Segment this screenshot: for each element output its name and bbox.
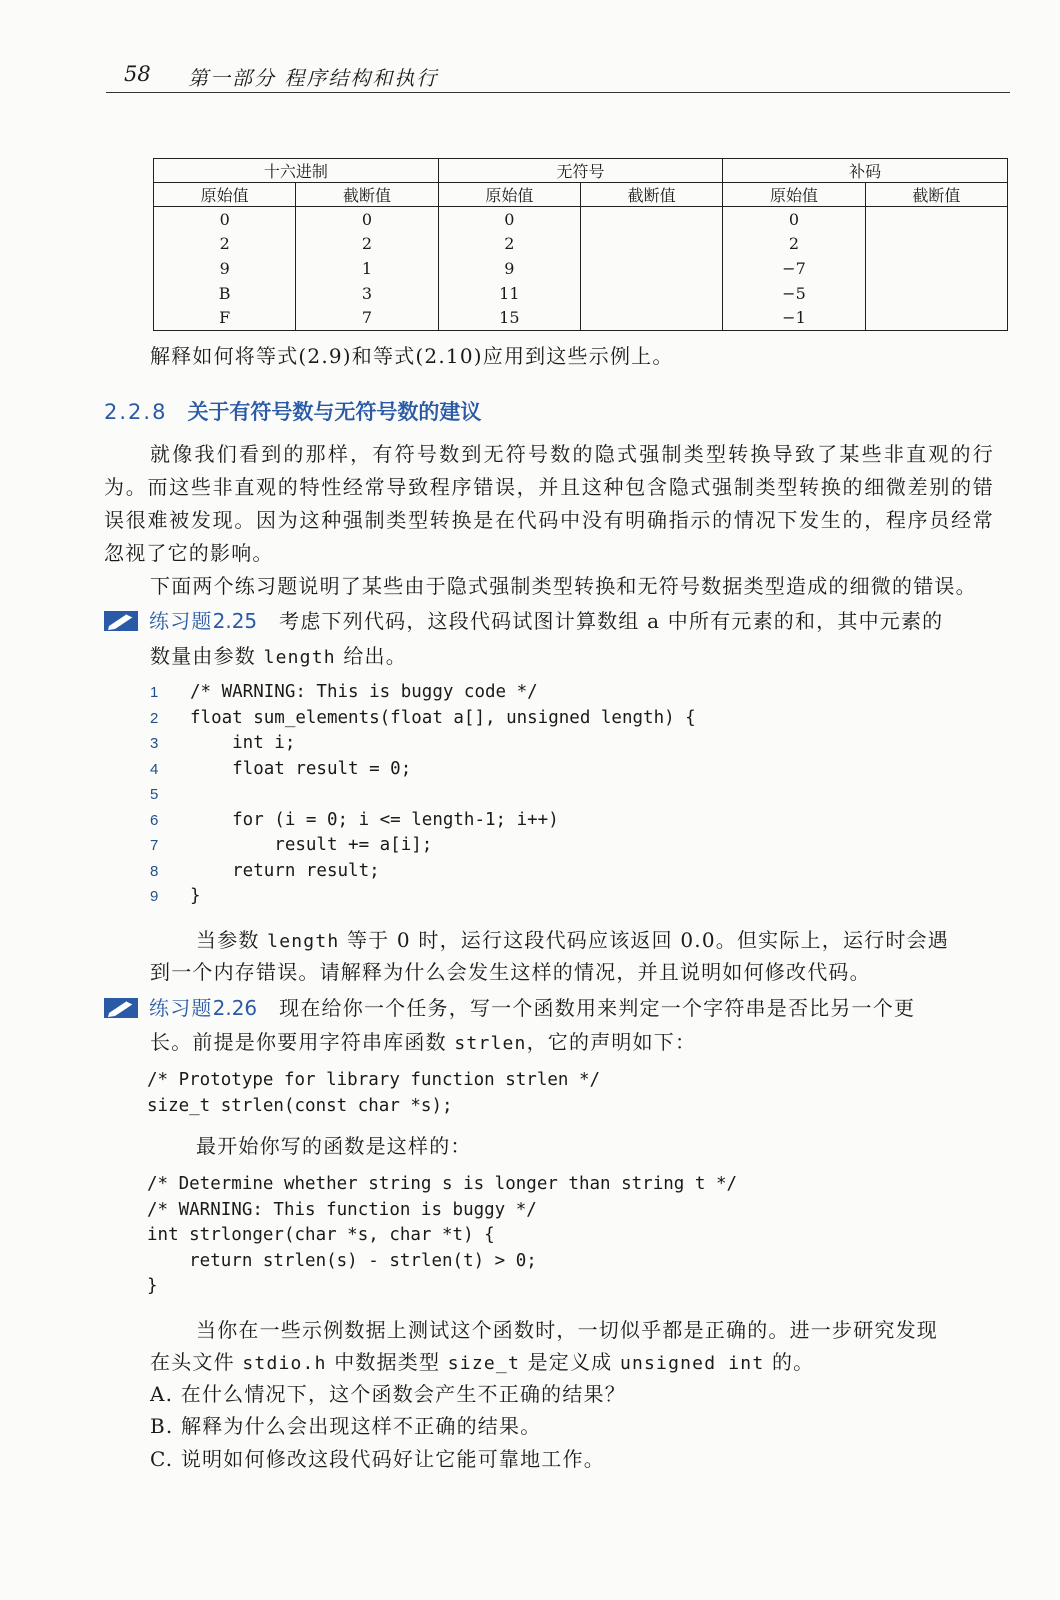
table-cell: B — [154, 281, 296, 306]
table-cell: 2 — [154, 232, 296, 257]
table-cell: 0 — [723, 207, 865, 232]
col-header: 原始值 — [723, 183, 865, 207]
col-header: 原始值 — [154, 183, 296, 207]
table-row — [154, 305, 1008, 330]
code-block-strlen-prototype: /* Prototype for library function strlen */ size_t strlen(const char *s); — [147, 1070, 601, 1116]
table-row — [154, 232, 1008, 257]
table-cell — [865, 207, 1007, 232]
exercise-2-26-heading — [103, 992, 915, 1026]
exercise-pencil-icon — [103, 608, 141, 639]
table-cell — [865, 281, 1007, 306]
code-block-sum-elements: /* WARNING: This is buggy code */ float sum_elements(float a[], unsigned length) { int i; float result = 0; for (i = 0; i <= length-1; i++) result += a[i]; return result; } — [190, 682, 696, 906]
table-cell: −7 — [723, 256, 865, 281]
table-row — [154, 256, 1008, 281]
exercise-2-26-text-2: 长。前提是你要用字符串库函数 strlen，它的声明如下： — [150, 1030, 697, 1054]
table-cell — [865, 232, 1007, 257]
exercise-2-25-heading — [103, 605, 943, 639]
exercise-label: 练习题2.26 — [149, 996, 258, 1020]
table-cell: −5 — [723, 281, 865, 306]
section-number: 2.2.8 — [104, 400, 168, 424]
exercise-text: 现在给你一个任务，写一个函数用来判定一个字符串是否比另一个更 — [279, 996, 916, 1020]
question-b: B. 解释为什么会出现这样不正确的结果。 — [150, 1414, 542, 1438]
exercise-text: 考虑下列代码，这段代码试图计算数组 a 中所有元素的和，其中元素的 — [279, 609, 944, 633]
table-cell: 0 — [438, 207, 580, 232]
question-c: C. 说明如何修改这段代码好让它能可靠地工作。 — [150, 1447, 605, 1471]
exercise-label: 练习题2.25 — [149, 609, 258, 633]
table-cell: 7 — [296, 305, 438, 330]
table-cell: 0 — [154, 207, 296, 232]
explain-line: 解释如何将等式(2.9)和等式(2.10)应用到这些示例上。 — [150, 344, 674, 368]
running-title: 第一部分 程序结构和执行 — [188, 66, 439, 90]
table-cell: 3 — [296, 281, 438, 306]
col-header: 截断值 — [865, 183, 1007, 207]
page-number: 58 — [124, 62, 151, 86]
exercise-2-26-after-2: 在头文件 stdio.h 中数据类型 size_t 是定义成 unsigned int 的。 — [150, 1350, 815, 1374]
paragraph-2: 下面两个练习题说明了某些由于隐式强制类型转换和无符号数据类型造成的细微的错误。 — [150, 574, 977, 598]
col-header: 截断值 — [296, 183, 438, 207]
table-cell — [580, 256, 722, 281]
table-cell — [580, 207, 722, 232]
table-cell — [865, 305, 1007, 330]
truncation-table — [153, 158, 1008, 331]
code-length: length — [263, 647, 336, 668]
exercise-2-25-after-2: 到一个内存错误。请解释为什么会发生这样的情况，并且说明如何修改代码。 — [150, 960, 871, 984]
group-header-unsigned: 无符号 — [438, 159, 723, 183]
table-cell: F — [154, 305, 296, 330]
exercise-2-25-after-1: 当参数 length 等于 0 时，运行这段代码应该返回 0.0。但实际上，运行时会遇 — [196, 928, 949, 952]
table-cell: 2 — [723, 232, 865, 257]
table-row — [154, 207, 1008, 232]
exercise-pencil-icon — [103, 995, 141, 1026]
paragraph-1: 就像我们看到的那样，有符号数到无符号数的隐式强制类型转换导致了某些非直观的行为。而这些非直观的特性经常导致程序错误，并且这种包含隐式强制类型转换的细微差别的错误很难被发现。因为这种强制类型转换是在代码中没有明确指示的情况下发生的，程序员经常忽视了它的影响。 — [104, 442, 994, 565]
question-a: A. 在什么情况下，这个函数会产生不正确的结果？ — [150, 1382, 626, 1406]
col-header: 原始值 — [438, 183, 580, 207]
table-cell — [580, 305, 722, 330]
section-heading — [104, 396, 481, 426]
col-header: 截断值 — [580, 183, 722, 207]
running-header — [106, 58, 1010, 93]
exercise-2-26-mid: 最开始你写的函数是这样的： — [196, 1134, 472, 1158]
table-cell — [580, 281, 722, 306]
group-header-hex: 十六进制 — [154, 159, 439, 183]
table-cell: −1 — [723, 305, 865, 330]
group-header-twos-complement: 补码 — [723, 159, 1008, 183]
table-cell: 2 — [296, 232, 438, 257]
table-cell: 9 — [438, 256, 580, 281]
table-cell: 11 — [438, 281, 580, 306]
section-title: 关于有符号数与无符号数的建议 — [187, 400, 482, 424]
exercise-2-25-text-2: 数量由参数 length 给出。 — [150, 644, 407, 668]
table-cell: 1 — [296, 256, 438, 281]
table-row — [154, 281, 1008, 306]
table-cell — [865, 256, 1007, 281]
table-cell: 15 — [438, 305, 580, 330]
exercise-2-26-after-1: 当你在一些示例数据上测试这个函数时，一切似乎都是正确的。进一步研究发现 — [196, 1318, 938, 1342]
code-block-strlonger: /* Determine whether string s is longer than string t */ /* WARNING: This function is buggy */ int strlonger(char *s, char *t) { return strlen(s) - strlen(t) > 0; } — [147, 1174, 738, 1296]
table-cell: 2 — [438, 232, 580, 257]
table-cell: 0 — [296, 207, 438, 232]
table-cell — [580, 232, 722, 257]
table-cell: 9 — [154, 256, 296, 281]
